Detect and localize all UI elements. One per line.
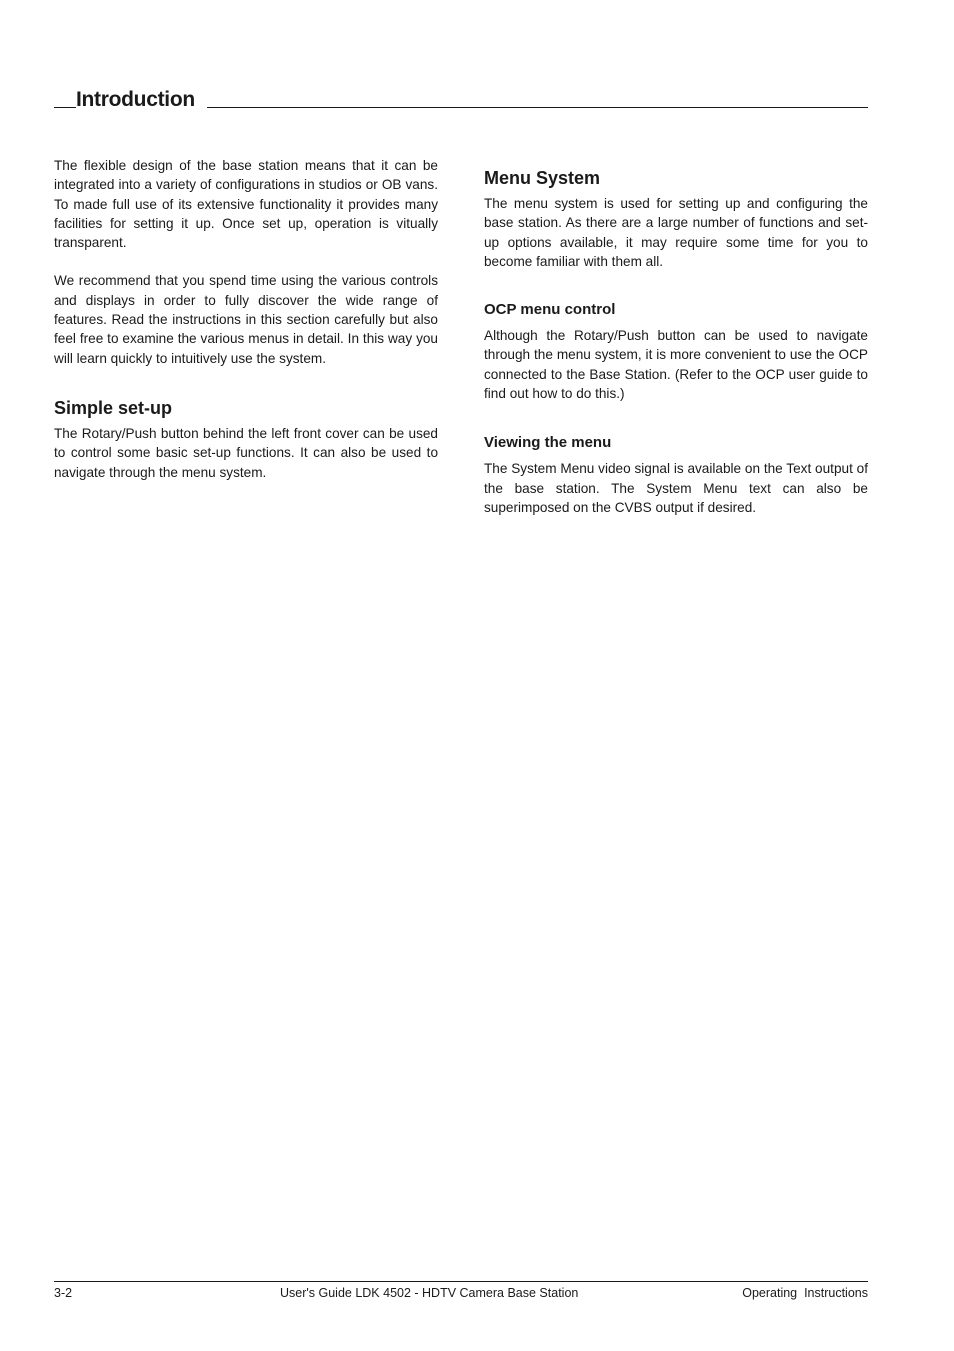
right-column	[484, 156, 868, 517]
ocp-menu-control-body: Although the Rotary/Push button can be used to navigate through the menu system, it is more convenient to use the OCP connected to the Base Station. (Refer to the OCP user guide to find out how to do this.)	[484, 328, 868, 402]
viewing-menu-heading: Viewing the menu	[484, 434, 612, 452]
menu-system-body: The menu system is used for setting up and configuring the base station. As there are a large number of functions and set-up options available, it may require some time for you to become familiar with them all.	[484, 196, 868, 269]
page-header	[54, 88, 868, 112]
header-rule-left	[54, 107, 76, 108]
footer-section: Operating Instructions	[742, 1286, 868, 1300]
footer-document-title: User's Guide LDK 4502 - HDTV Camera Base Station	[280, 1286, 579, 1300]
menu-system-heading: Menu System	[484, 168, 601, 188]
ocp-menu-control-heading: OCP menu control	[484, 301, 616, 319]
simple-setup-heading: Simple set-up	[54, 397, 173, 418]
left-column	[54, 156, 438, 482]
viewing-menu-body: The System Menu video signal is available on the Text output of the base station. The System Menu text can also be superimposed on the CVBS output if desired.	[484, 461, 868, 515]
intro-paragraph-1: The flexible design of the base station means that it can be integrated into a variety of configurations in studios or OB vans. To made full use of its extensive functionality it provides many facilities for setting it up. Once set up, operation is vitually transparent.	[54, 158, 438, 251]
footer-page-number: 3-2	[54, 1286, 73, 1300]
header-rule-right	[207, 107, 868, 108]
simple-setup-body: The Rotary/Push button behind the left front cover can be used to control some basic set-up functions. It can also be used to navigate through the menu system.	[54, 425, 438, 480]
page-title: Introduction	[76, 88, 195, 111]
page-footer	[54, 1281, 868, 1300]
intro-paragraph-2: We recommend that you spend time using the various controls and displays in order to fully discover the wide range of features. Read the instructions in this section carefully but also feel free to examine the various menus in detail. In this way you will learn quickly to intuitively use the system.	[54, 273, 438, 366]
